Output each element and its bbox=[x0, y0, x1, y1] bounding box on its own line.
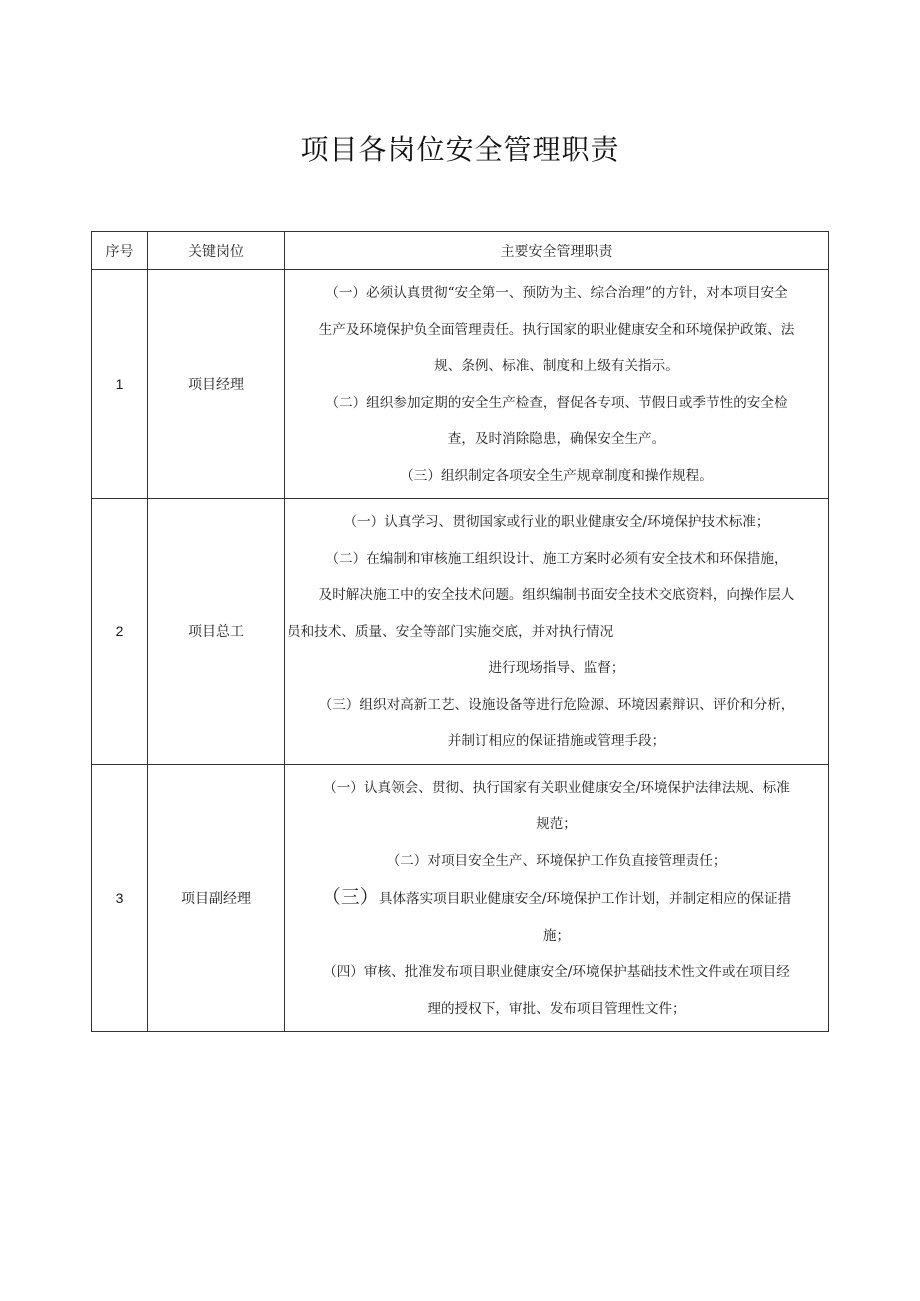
duty-line: （一）认真领会、贯彻、执行国家有关职业健康安全/环境保护法律法规、标准 bbox=[323, 779, 790, 796]
duty-table bbox=[91, 231, 829, 1032]
duty-line: （二）对项目安全生产、环境保护工作负直接管理责任； bbox=[386, 852, 727, 869]
row-duties bbox=[285, 270, 829, 499]
duty-line: （二）在编制和审核施工组织设计、施工方案时必须有安全技术和环保措施， bbox=[325, 550, 788, 567]
duty-line: （四）审核、批准发布项目职业健康安全/环境保护基础技术性文件或在项目经 bbox=[323, 964, 790, 980]
header-role: 关键岗位 bbox=[148, 232, 285, 270]
duty-line: 并制订相应的保证措施或管理手段； bbox=[447, 733, 666, 749]
duty-line: 及时解决施工中的安全技术问题。组织编制书面安全技术交底资料，向操作层人 bbox=[318, 587, 795, 603]
duty-line bbox=[285, 879, 828, 918]
header-duty: 主要安全管理职责 bbox=[285, 232, 829, 270]
duty-line: （三）组织对高新工艺、设施设备等进行危险源、环境因素辩识、评价和分析， bbox=[318, 696, 795, 713]
row-role: 项目副经理 bbox=[148, 764, 285, 1032]
row-role: 项目经理 bbox=[148, 270, 285, 499]
table-header-row bbox=[92, 232, 829, 270]
duty-line: 施； bbox=[542, 927, 571, 944]
duty-line: （三）组织制定各项安全生产规章制度和操作规程。 bbox=[400, 467, 713, 484]
item-prefix: （三） bbox=[321, 886, 379, 908]
table-row bbox=[92, 270, 829, 499]
duty-line: 生产及环境保护负全面管理责任。执行国家的职业健康安全和环境保护政策、法 bbox=[318, 321, 795, 338]
duty-line: 理的授权下，审批、发布项目管理性文件； bbox=[427, 1000, 686, 1017]
row-role: 项目总工 bbox=[148, 499, 285, 765]
table-row bbox=[92, 499, 829, 765]
document-title: 项目各岗位安全管理职责 bbox=[300, 133, 620, 166]
duty-line: （一）认真学习、贯彻国家或行业的职业健康安全/环境保护技术标准； bbox=[343, 514, 770, 530]
duty-line: （一）必须认真贯彻“安全第一、预防为主、综合治理”的方针，对本项目安全 bbox=[325, 285, 788, 301]
row-seq: 3 bbox=[92, 764, 148, 1032]
duty-line: 员和技术、质量、安全等部门实施交底，并对执行情况 bbox=[287, 623, 614, 640]
duty-line: 规范； bbox=[536, 816, 577, 832]
row-duties bbox=[285, 764, 829, 1032]
row-duties bbox=[285, 499, 829, 765]
table-row bbox=[92, 764, 829, 1032]
header-seq: 序号 bbox=[92, 232, 148, 270]
duty-line: 查，及时消除隐患，确保安全生产。 bbox=[447, 431, 666, 447]
row-seq: 2 bbox=[92, 499, 148, 765]
duty-line: 进行现场指导、监督； bbox=[488, 660, 625, 676]
duty-line-text: 具体落实项目职业健康安全/环境保护工作计划，并制定相应的保证措 bbox=[378, 891, 792, 907]
duty-line: （二）组织参加定期的安全生产检查，督促各专项、节假日或季节性的安全检 bbox=[325, 394, 788, 411]
duty-line: 规、条例、标准、制度和上级有关指示。 bbox=[434, 358, 679, 374]
row-seq: 1 bbox=[92, 270, 148, 499]
